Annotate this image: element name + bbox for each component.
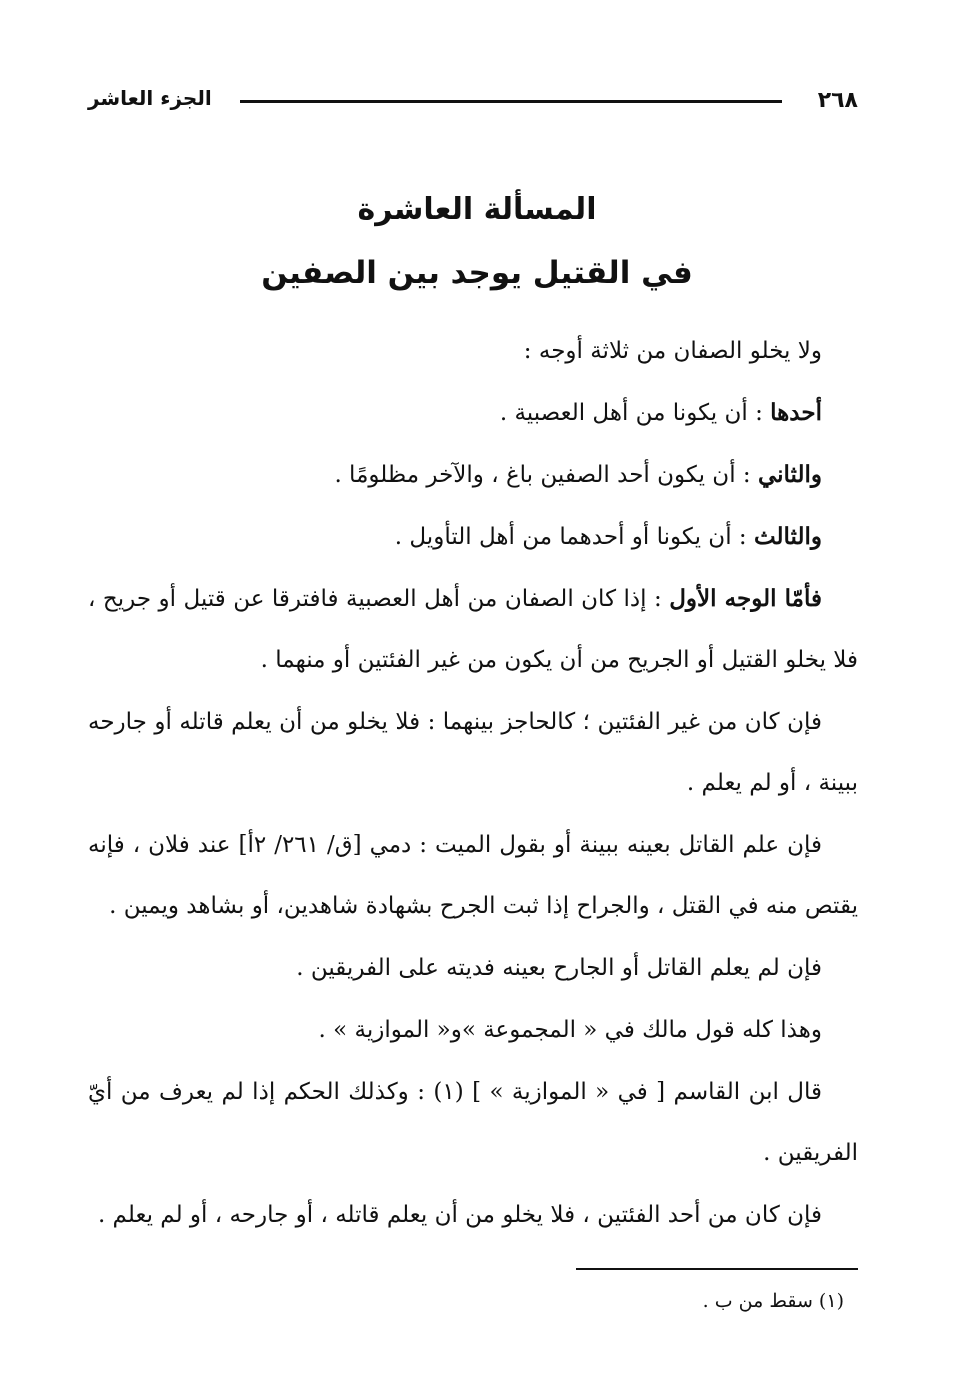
footnote: (١) سقط من ب .	[702, 1290, 844, 1312]
paragraph: فإن كان من غير الفئتين ؛ كالحاجز بينهما : فلا يخلو من أن يعلم قاتله أو جارحه ببينة ، أو لم يعلم .	[88, 709, 858, 796]
paragraph: قال ابن القاسم [ في « الموازية » ] (١) : وكذلك الحكم إذا لم يعرف من أيّ الفريقين .	[88, 1079, 858, 1166]
page-number: ٢٦٨	[817, 88, 858, 113]
paragraph: وهذا كله قول مالك في « المجموعة »و« الموازية » .	[318, 1017, 822, 1043]
paragraph: فأمّا الوجه الأول : إذا كان الصفان من أهل العصبية فافترقا عن قتيل أو جريح ، فلا يخلو القتيل أو الجريح من أن يكون من غير الفئتين أو منهما .	[88, 585, 858, 673]
body-text	[88, 320, 858, 1246]
paragraph: ولا يخلو الصفان من ثلاثة أوجه :	[523, 338, 822, 364]
issue-title: المسألة العاشرة	[357, 192, 597, 227]
paragraph: أحدها : أن يكونا من أهل العصبية .	[499, 399, 822, 426]
paragraph-label: أحدها	[770, 399, 822, 426]
paragraph: والثالث : أن يكونا أو أحدهما من أهل التأويل .	[394, 523, 822, 550]
running-header	[88, 84, 858, 124]
paragraph-label: والثالث	[753, 523, 822, 550]
footnote-rule	[576, 1268, 858, 1270]
paragraph: فإن لم يعلم القاتل أو الجارح بعينه فديته على الفريقين .	[296, 955, 822, 981]
paragraph-label: والثاني	[757, 461, 822, 488]
paragraph-label: فأمّا الوجه الأول	[669, 585, 822, 612]
paragraph: فإن كان من أحد الفئتين ، فلا يخلو من أن يعلم قاتله ، أو جارحه ، أو لم يعلم .	[97, 1202, 822, 1228]
paragraph: فإن علم القاتل بعينه ببينة أو بقول الميت : دمي [ق/ ٢٦١/ ٢أ] عند فلان ، فإنه يقتص منه في القتل ، والجراح إذا ثبت الجرح بشهادة شاهدين، أو بشاهد ويمين .	[88, 832, 858, 919]
header-rule	[240, 100, 782, 103]
subject-title: في القتيل يوجد بين الصفين	[261, 255, 693, 291]
volume-title: الجزء العاشر	[88, 86, 212, 110]
paragraph: والثاني : أن يكون أحد الصفين باغ ، والآخر مظلومًا .	[334, 461, 822, 488]
